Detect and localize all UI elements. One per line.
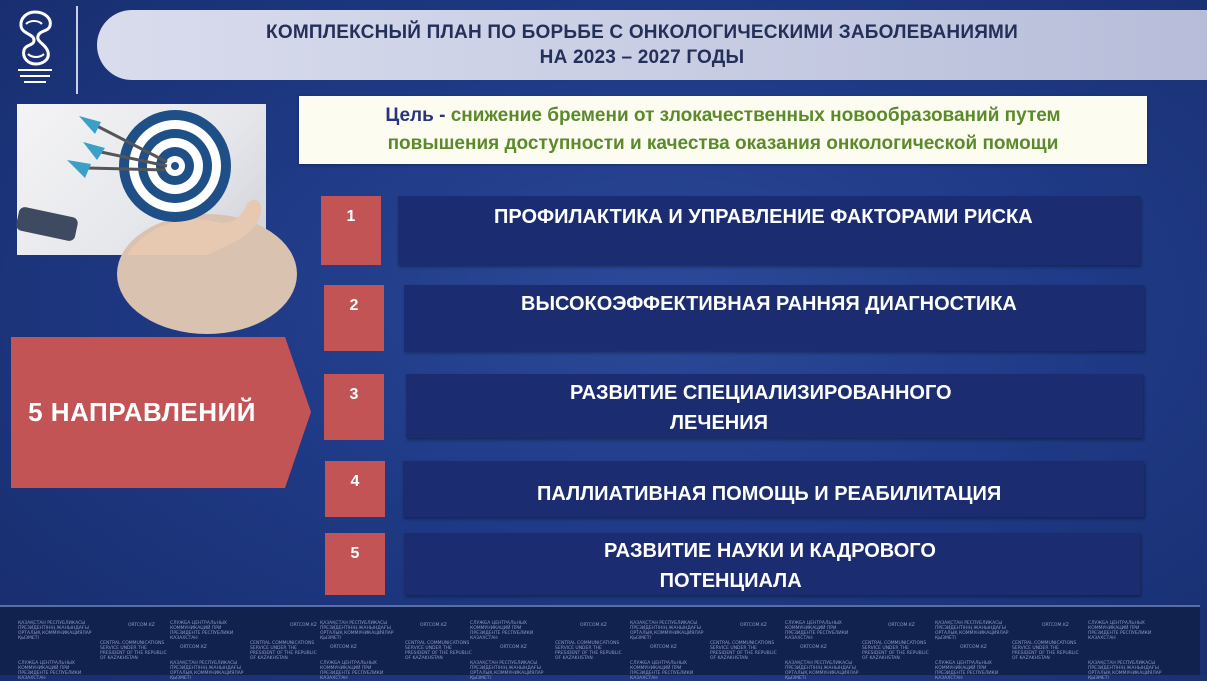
goal-box <box>299 96 1147 164</box>
footer-token: ORTCOM.KZ <box>1042 623 1069 628</box>
footer-token: ҚАЗАҚСТАН РЕСПУБЛИКАСЫ ПРЕЗИДЕНТІНІҢ ЖАНЫНДАҒЫ ОРТАЛЫҚ КОММУНИКАЦИЯЛАР ҚЫЗМЕТІ <box>18 621 92 641</box>
direction-number-3: 3 <box>324 374 384 440</box>
footer-token: CENTRAL COMMUNICATIONS SERVICE UNDER THE PRESIDENT OF THE REPUBLIC OF KAZAKHSTAN <box>250 641 317 661</box>
direction-number-2: 2 <box>324 285 384 351</box>
footer-token: ORTCOM.KZ <box>650 645 677 650</box>
footer-token: ORTCOM.KZ <box>740 623 767 628</box>
footer-token: СЛУЖБА ЦЕНТРАЛЬНЫХ КОММУНИКАЦИЙ ПРИ ПРЕЗИДЕНТЕ РЕСПУБЛИКИ КАЗАХСТАН <box>18 661 82 681</box>
goal-label: Цель - <box>385 105 446 126</box>
footer-token: СЛУЖБА ЦЕНТРАЛЬНЫХ КОММУНИКАЦИЙ ПРИ ПРЕЗИДЕНТЕ РЕСПУБЛИКИ КАЗАХСТАН <box>1088 621 1152 641</box>
title-bar <box>97 10 1207 80</box>
goal-line-2: повышения доступности и качества оказания онкологической помощи <box>387 133 1059 154</box>
footer-rule <box>0 605 1200 607</box>
page-title-line1: КОМПЛЕКСНЫЙ ПЛАН ПО БОРЬБЕ С ОНКОЛОГИЧЕСКИМИ ЗАБОЛЕВАНИЯМИ <box>266 22 1018 43</box>
footer-token: ҚАЗАҚСТАН РЕСПУБЛИКАСЫ ПРЕЗИДЕНТІНІҢ ЖАНЫНДАҒЫ ОРТАЛЫҚ КОММУНИКАЦИЯЛАР ҚЫЗМЕТІ <box>1088 661 1162 681</box>
footer-token: CENTRAL COMMUNICATIONS SERVICE UNDER THE PRESIDENT OF THE REPUBLIC OF KAZAKHSTAN <box>1012 641 1079 661</box>
footer-token: ҚАЗАҚСТАН РЕСПУБЛИКАСЫ ПРЕЗИДЕНТІНІҢ ЖАНЫНДАҒЫ ОРТАЛЫҚ КОММУНИКАЦИЯЛАР ҚЫЗМЕТІ <box>630 621 704 641</box>
footer-token: ORTCOM.KZ <box>500 645 527 650</box>
goal-line-1 <box>385 102 1060 130</box>
footer-token: ORTCOM.KZ <box>128 623 155 628</box>
page-title-line2: НА 2023 – 2027 ГОДЫ <box>539 47 745 68</box>
footer-token: ҚАЗАҚСТАН РЕСПУБЛИКАСЫ ПРЕЗИДЕНТІНІҢ ЖАНЫНДАҒЫ ОРТАЛЫҚ КОММУНИКАЦИЯЛАР ҚЫЗМЕТІ <box>320 621 394 641</box>
footer-token: ORTCOM.KZ <box>420 623 447 628</box>
footer-token: СЛУЖБА ЦЕНТРАЛЬНЫХ КОММУНИКАЦИЙ ПРИ ПРЕЗИДЕНТЕ РЕСПУБЛИКИ КАЗАХСТАН <box>170 621 234 641</box>
footer-token: ORTCOM.KZ <box>330 645 357 650</box>
footer-token: СЛУЖБА ЦЕНТРАЛЬНЫХ КОММУНИКАЦИЙ ПРИ ПРЕЗИДЕНТЕ РЕСПУБЛИКИ КАЗАХСТАН <box>470 621 534 641</box>
footer-token: ҚАЗАҚСТАН РЕСПУБЛИКАСЫ ПРЕЗИДЕНТІНІҢ ЖАНЫНДАҒЫ ОРТАЛЫҚ КОММУНИКАЦИЯЛАР ҚЫЗМЕТІ <box>935 621 1009 641</box>
direction-2: ВЫСОКОЭФФЕКТИВНАЯ РАННЯЯ ДИАГНОСТИКА <box>404 285 1144 351</box>
direction-number-4: 4 <box>325 461 385 517</box>
footer-token: CENTRAL COMMUNICATIONS SERVICE UNDER THE PRESIDENT OF THE REPUBLIC OF KAZAKHSTAN <box>710 641 777 661</box>
logo-divider <box>76 6 78 94</box>
footer-token: ORTCOM.KZ <box>290 623 317 628</box>
footer-token: ORTCOM.KZ <box>800 645 827 650</box>
target-darts-image <box>17 104 266 255</box>
summary-label: 5 НАПРАВЛЕНИЙ <box>28 397 256 427</box>
footer-token: ҚАЗАҚСТАН РЕСПУБЛИКАСЫ ПРЕЗИДЕНТІНІҢ ЖАНЫНДАҒЫ ОРТАЛЫҚ КОММУНИКАЦИЯЛАР ҚЫЗМЕТІ <box>785 661 859 681</box>
footer-token: ҚАЗАҚСТАН РЕСПУБЛИКАСЫ ПРЕЗИДЕНТІНІҢ ЖАНЫНДАҒЫ ОРТАЛЫҚ КОММУНИКАЦИЯЛАР ҚЫЗМЕТІ <box>170 661 244 681</box>
direction-5: РАЗВИТИЕ НАУКИ И КАДРОВОГО ПОТЕНЦИАЛА <box>404 533 1140 595</box>
snow-leopard-emblem-icon <box>12 8 58 86</box>
footer-token: ҚАЗАҚСТАН РЕСПУБЛИКАСЫ ПРЕЗИДЕНТІНІҢ ЖАНЫНДАҒЫ ОРТАЛЫҚ КОММУНИКАЦИЯЛАР ҚЫЗМЕТІ <box>470 661 544 681</box>
direction-3: РАЗВИТИЕ СПЕЦИАЛИЗИРОВАННОГО ЛЕЧЕНИЯ <box>406 374 1143 438</box>
footer-token: ORTCOM.KZ <box>580 623 607 628</box>
footer-token: ORTCOM.KZ <box>960 645 987 650</box>
footer-token: СЛУЖБА ЦЕНТРАЛЬНЫХ КОММУНИКАЦИЙ ПРИ ПРЕЗИДЕНТЕ РЕСПУБЛИКИ КАЗАХСТАН <box>630 661 694 681</box>
footer-token: СЛУЖБА ЦЕНТРАЛЬНЫХ КОММУНИКАЦИЙ ПРИ ПРЕЗИДЕНТЕ РЕСПУБЛИКИ КАЗАХСТАН <box>320 661 384 681</box>
footer-token: ORTCOM.KZ <box>180 645 207 650</box>
footer-token: ORTCOM.KZ <box>888 623 915 628</box>
footer-token: СЛУЖБА ЦЕНТРАЛЬНЫХ КОММУНИКАЦИЙ ПРИ ПРЕЗИДЕНТЕ РЕСПУБЛИКИ КАЗАХСТАН <box>785 621 849 641</box>
direction-number-1: 1 <box>321 196 381 265</box>
footer-token: CENTRAL COMMUNICATIONS SERVICE UNDER THE PRESIDENT OF THE REPUBLIC OF KAZAKHSTAN <box>405 641 472 661</box>
direction-number-5: 5 <box>325 533 385 595</box>
footer-watermark <box>0 605 1200 681</box>
direction-4: ПАЛЛИАТИВНАЯ ПОМОЩЬ И РЕАБИЛИТАЦИЯ <box>403 461 1144 517</box>
target-illustration <box>17 104 266 255</box>
footer-token: CENTRAL COMMUNICATIONS SERVICE UNDER THE PRESIDENT OF THE REPUBLIC OF KAZAKHSTAN <box>862 641 929 661</box>
goal-text-1: снижение бремени от злокачественных новообразований путем <box>450 105 1061 126</box>
footer-token: CENTRAL COMMUNICATIONS SERVICE UNDER THE PRESIDENT OF THE REPUBLIC OF KAZAKHSTAN <box>100 641 167 661</box>
footer-token: СЛУЖБА ЦЕНТРАЛЬНЫХ КОММУНИКАЦИЙ ПРИ ПРЕЗИДЕНТЕ РЕСПУБЛИКИ КАЗАХСТАН <box>935 661 999 681</box>
footer-token: CENTRAL COMMUNICATIONS SERVICE UNDER THE PRESIDENT OF THE REPUBLIC OF KAZAKHSTAN <box>555 641 622 661</box>
direction-1: ПРОФИЛАКТИКА И УПРАВЛЕНИЕ ФАКТОРАМИ РИСКА <box>398 196 1140 265</box>
logo-panel <box>0 0 78 96</box>
